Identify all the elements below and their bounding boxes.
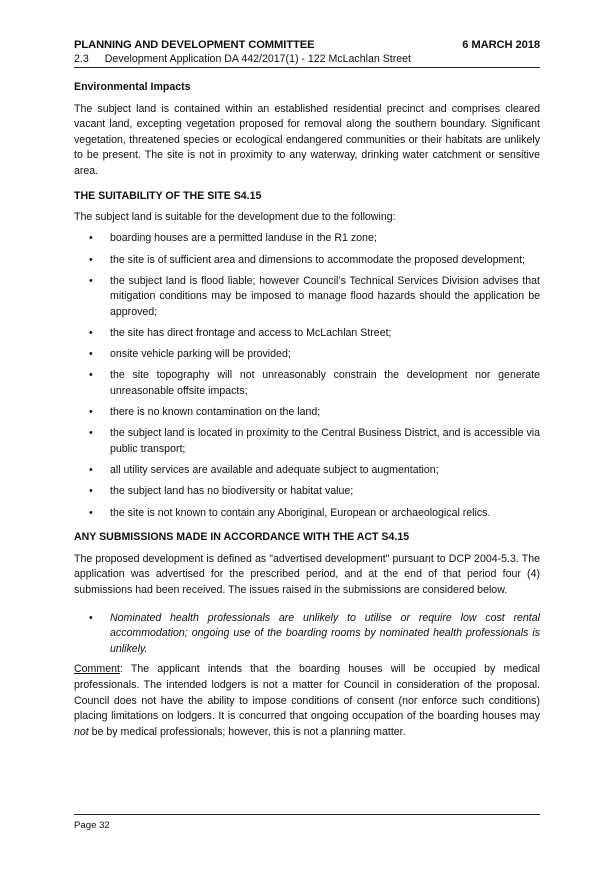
suitability-item — [74, 326, 540, 342]
bullet-icon: • — [89, 232, 93, 245]
suitability-item-text: the site has direct frontage and access to McLachlan Street; — [110, 327, 392, 340]
suitability-intro: The subject land is suitable for the development due to the following: — [74, 211, 396, 224]
item-number: 2.3 — [74, 53, 89, 65]
submission-issue-list — [74, 611, 540, 658]
bullet-icon: • — [89, 611, 93, 624]
submissions-heading: ANY SUBMISSIONS MADE IN ACCORDANCE WITH THE ACT S4.15 — [74, 531, 410, 544]
bullet-icon: • — [89, 274, 93, 287]
suitability-item — [74, 484, 540, 500]
suitability-item — [74, 231, 540, 247]
suitability-item — [74, 426, 540, 457]
bullet-icon: • — [89, 348, 93, 361]
header-top-row — [74, 38, 540, 52]
submission-issue — [74, 611, 540, 658]
suitability-item — [74, 274, 540, 321]
suitability-item-text: the subject land has no biodiversity or habitat value; — [110, 485, 354, 498]
comment-text-1: : The applicant intends that the boarding houses will be occupied by medical professionals. The intended lodgers is not a matter for Council in consideration of the proposal. Council does not have the ability to impose conditions of consent (nor enforce such conditions) placing limitations on lodgers. It is concurred that ongoing occupation of the boarding houses may — [74, 663, 540, 723]
env-body: The subject land is contained within an established residential precinct and comprises cleared vacant land, excepting vegetation proposed for removal along the southern boundary. Significant vegetation, threatened species or ecological endangered communities or their habitats are unlikely to be present. The site is not in proximity to any waterway, drinking water catchment or sensitive area. — [74, 102, 540, 177]
meeting-date: 6 MARCH 2018 — [462, 39, 540, 51]
document-page — [74, 0, 540, 869]
page-content — [74, 80, 540, 740]
committee-name: PLANNING AND DEVELOPMENT COMMITTEE — [74, 39, 315, 51]
suitability-list — [74, 231, 540, 521]
bullet-icon: • — [89, 427, 93, 440]
env-heading: Environmental Impacts — [74, 81, 191, 93]
submission-issue-text: Nominated health professionals are unlikely to utilise or require low cost rental accommodation; ongoing use of the boarding rooms by nominated health professionals is unlikely. — [110, 611, 540, 655]
suitability-item-text: the subject land is located in proximity to the Central Business District, and is accessible via public transport; — [110, 427, 540, 456]
comment-emphasis: not — [74, 725, 89, 738]
bullet-icon: • — [89, 327, 93, 340]
suitability-item — [74, 368, 540, 399]
page-number: Page 32 — [74, 820, 110, 831]
suitability-item — [74, 347, 540, 363]
suitability-item — [74, 253, 540, 269]
bullet-icon: • — [89, 369, 93, 382]
comment-text-2: be by medical professionals; however, this is not a planning matter. — [88, 725, 406, 738]
bullet-icon: • — [89, 506, 93, 519]
bullet-icon: • — [89, 253, 93, 266]
suitability-item-text: the site topography will not unreasonably constrain the development nor generate unreasonable offsite impacts; — [110, 369, 540, 398]
comment-label: Comment — [74, 663, 120, 676]
suitability-item — [74, 506, 540, 522]
bullet-icon: • — [89, 464, 93, 477]
comment-paragraph — [74, 662, 540, 740]
suitability-heading: THE SUITABILITY OF THE SITE S4.15 — [74, 189, 262, 202]
page-header — [74, 38, 540, 66]
suitability-item-text: the subject land is flood liable; however Council’s Technical Services Division advises that mitigation conditions may be imposed to manage flood hazards should the application be approved; — [110, 274, 540, 318]
submissions-body: The proposed development is defined as "advertised development" pursuant to DCP 2004-5.3. The application was advertised for the prescribed period, and at the end of that period four (4) submissions had been received. The issues raised in the submissions are considered below. — [74, 552, 540, 596]
header-rule — [74, 67, 540, 68]
suitability-item-text: the site is of sufficient area and dimensions to accommodate the proposed development; — [110, 253, 525, 266]
bullet-icon: • — [89, 485, 93, 498]
suitability-item-text: there is no known contamination on the land; — [110, 406, 321, 419]
suitability-item-text: onsite vehicle parking will be provided; — [110, 348, 291, 361]
suitability-item — [74, 405, 540, 421]
suitability-item — [74, 463, 540, 479]
suitability-item-text: the site is not known to contain any Aboriginal, European or archaeological relics. — [110, 506, 491, 519]
footer-rule — [74, 814, 540, 815]
bullet-icon: • — [89, 406, 93, 419]
item-title: Development Application DA 442/2017(1) - 122 McLachlan Street — [104, 53, 411, 65]
item-reference — [74, 52, 540, 66]
suitability-item-text: all utility services are available and adequate subject to augmentation; — [110, 464, 439, 477]
suitability-item-text: boarding houses are a permitted landuse in the R1 zone; — [110, 232, 377, 245]
